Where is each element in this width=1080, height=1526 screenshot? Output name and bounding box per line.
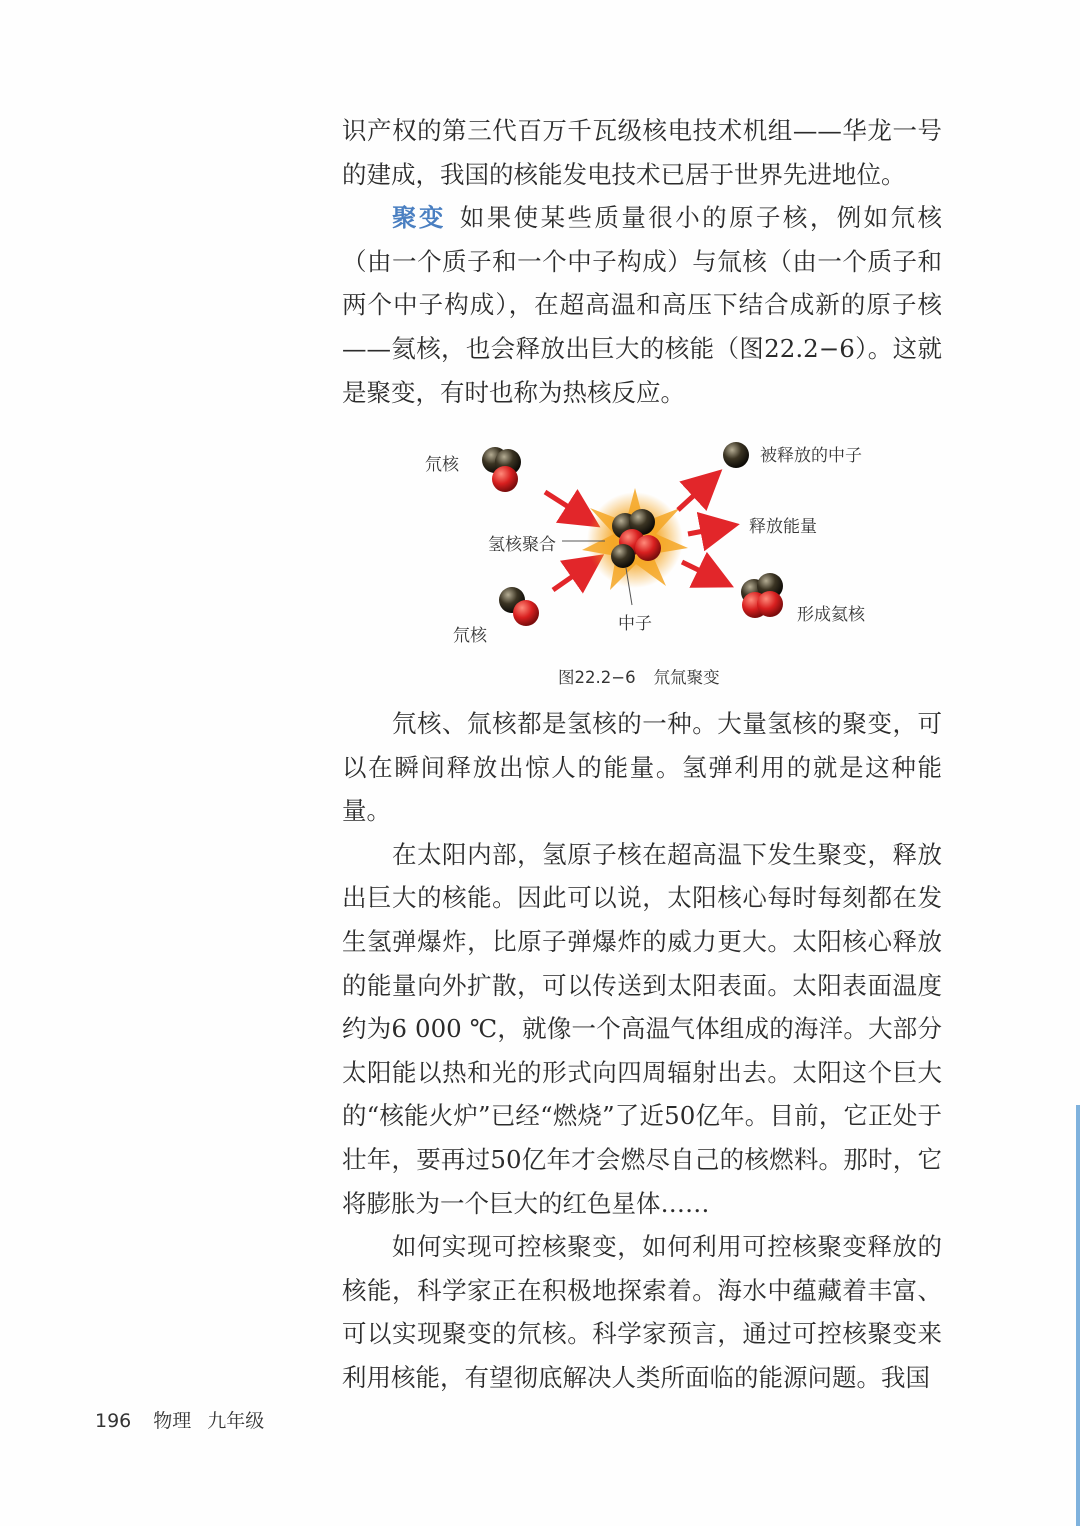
label-released-neutron: 被释放的中子 [760,446,862,466]
label-helium-fusion: 氢核聚合 [488,535,556,555]
page-number: 196 [95,1410,132,1432]
paragraph-hydrogen: 氘核、氚核都是氢核的一种。大量氢核的聚变，可以在瞬间释放出惊人的能量。氢弹利用的就是这种能量。 [342,709,942,826]
label-deuterium-top: 氘核 [425,455,459,475]
helium-nucleus [741,573,783,618]
paragraph-fusion [342,196,942,414]
fusion-figure [420,430,900,660]
released-neutron [723,442,749,468]
label-release-energy: 释放能量 [749,517,817,537]
label-deuterium-bottom: 氘核 [453,626,487,646]
page-edge-tab [1076,1105,1080,1526]
paragraph-sun: 在太阳内部，氢原子核在超高温下发生聚变，释放出巨大的核能。因此可以说，太阳核心每时每刻都在发生氢弹爆炸，比原子弹爆炸的威力更大。太阳核心释放的能量向外扩散，可以传送到太阳表面。太阳表面温度约为6 000 ℃，就像一个高温气体组成的海洋。大部分太阳能以热和光的形式向四周辐射出去。太阳这个巨大的“核能火炉”已经“燃烧”了近50亿年。目前，它正处于壮年，要再过50亿年才会燃尽自己的核燃料。那时，它将膨胀为一个巨大的红色星体…… [342,839,942,1218]
grade: 九年级 [207,1410,265,1432]
paragraph-continued: 识产权的第三代百万千瓦级核电技术机组——华龙一号的建成，我国的核能发电技术已居于世界先进地位。 [342,116,942,189]
arrow-in-top [545,492,592,522]
main-text-top [342,109,942,414]
figure-caption [558,664,720,688]
caption-title: 氘氚聚变 [653,668,720,687]
arrow-in-bottom [553,560,596,590]
subject: 物理 [153,1410,192,1432]
term-fusion: 聚变 [392,203,446,233]
fusion-core [582,488,688,590]
arrow-out-neutron [678,476,715,510]
deuterium-nucleus-top [482,447,521,492]
fusion-text: 如果使某些质量很小的原子核，例如氘核（由一个质子和一个中子构成）与氚核（由一个质子和两个中子构成），在超高温和高压下结合成新的原子核——氦核，也会释放出巨大的核能（图22.2−6）。这就是聚变，有时也称为热核反应。 [342,203,942,407]
paragraph-controlled-fusion: 如何实现可控核聚变，如何利用可控核聚变释放的核能，科学家正在积极地探索着。海水中蕴藏着丰富、可以实现聚变的氘核。科学家预言，通过可控核聚变来利用核能，有望彻底解决人类所面临的能源问题。我国 [342,1232,942,1392]
arrow-out-energy [688,526,730,534]
arrow-out-helium [682,562,725,583]
main-text-bottom [342,702,942,1400]
page-footer [95,1406,264,1433]
label-neutron: 中子 [618,614,652,634]
deuterium-nucleus-bottom [499,587,539,626]
label-form-helium: 形成氦核 [797,605,865,625]
caption-number: 图22.2−6 [558,668,636,687]
